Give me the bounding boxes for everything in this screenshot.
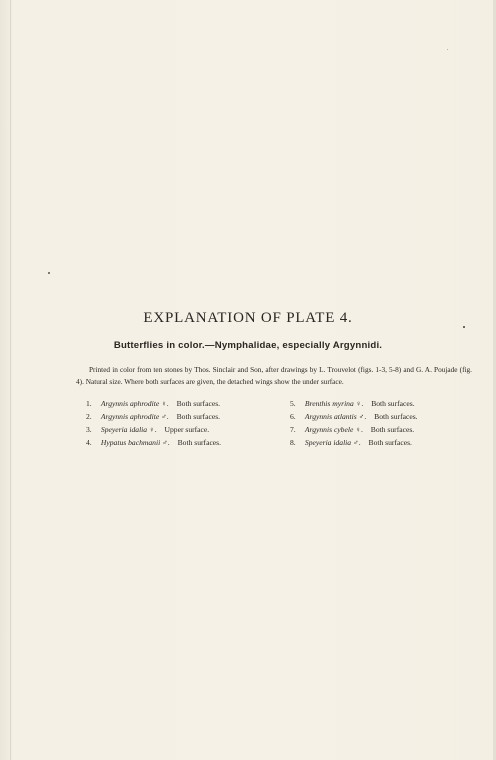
figure-list-right [290, 397, 418, 449]
sex-symbol: ♀. [149, 425, 157, 434]
species-name: Argynnis aphrodite [100, 412, 160, 421]
paper-speck [48, 272, 50, 274]
species-name: Argynnis atlantis [304, 412, 357, 421]
printing-credit [76, 364, 472, 388]
surface-note: Both surfaces. [370, 425, 415, 434]
surface-note: Upper surface. [164, 425, 210, 434]
species-name: Brenthis myrina [304, 399, 354, 408]
surface-note: Both surfaces. [371, 399, 415, 408]
sex-symbol: ♀. [161, 399, 169, 408]
figure-number: 7. [290, 425, 296, 434]
species-name: Speyeria idalia [100, 425, 148, 434]
credit-text: Printed in color from ten stones by Thos. Sinclair and Son, after drawings by L. Trouvelot (figs. 1-3, 5-8) and G. A. Poujade (fig. 4). Natural size. Where both surfaces are given, the detached wings show the under surface. [76, 365, 472, 386]
plate-title: EXPLANATION OF PLATE 4. [143, 310, 353, 326]
species-name: Hypatus bachmanii [100, 438, 161, 447]
figure-list-left [86, 397, 221, 449]
figure-number: 6. [290, 412, 296, 421]
sex-symbol: ♂. [358, 412, 367, 421]
figure-number: 3. [86, 425, 92, 434]
figure-item [86, 397, 221, 410]
species-name: Argynnis aphrodite [100, 399, 160, 408]
figure-item [290, 410, 418, 423]
species-name: Argynnis cybele [304, 425, 354, 434]
figure-item [290, 436, 418, 449]
plate-subtitle: Butterflies in color.—Nymphalidae, especially Argynnidi. [113, 340, 383, 351]
surface-note: Both surfaces. [177, 438, 222, 447]
binding-gutter [10, 0, 11, 760]
surface-note: Both surfaces. [374, 412, 418, 421]
figure-item [290, 423, 418, 436]
figure-item [86, 436, 221, 449]
figure-item [290, 397, 418, 410]
figure-number: 8. [290, 438, 296, 447]
figure-item [86, 410, 221, 423]
surface-note: Both surfaces. [176, 412, 221, 421]
sex-symbol: ♂. [161, 412, 169, 421]
sex-symbol: ♀. [355, 425, 363, 434]
sex-symbol: ♀. [355, 399, 364, 408]
figure-number: 1. [86, 399, 92, 408]
figure-item [86, 423, 221, 436]
figure-number: 4. [86, 438, 92, 447]
paper-speck [447, 49, 448, 50]
surface-note: Both surfaces. [368, 438, 412, 447]
sex-symbol: ♂. [162, 438, 170, 447]
surface-note: Both surfaces. [176, 399, 221, 408]
figure-number: 5. [290, 399, 296, 408]
species-name: Speyeria idalia [304, 438, 352, 447]
sex-symbol: ♂. [353, 438, 361, 447]
figure-number: 2. [86, 412, 92, 421]
